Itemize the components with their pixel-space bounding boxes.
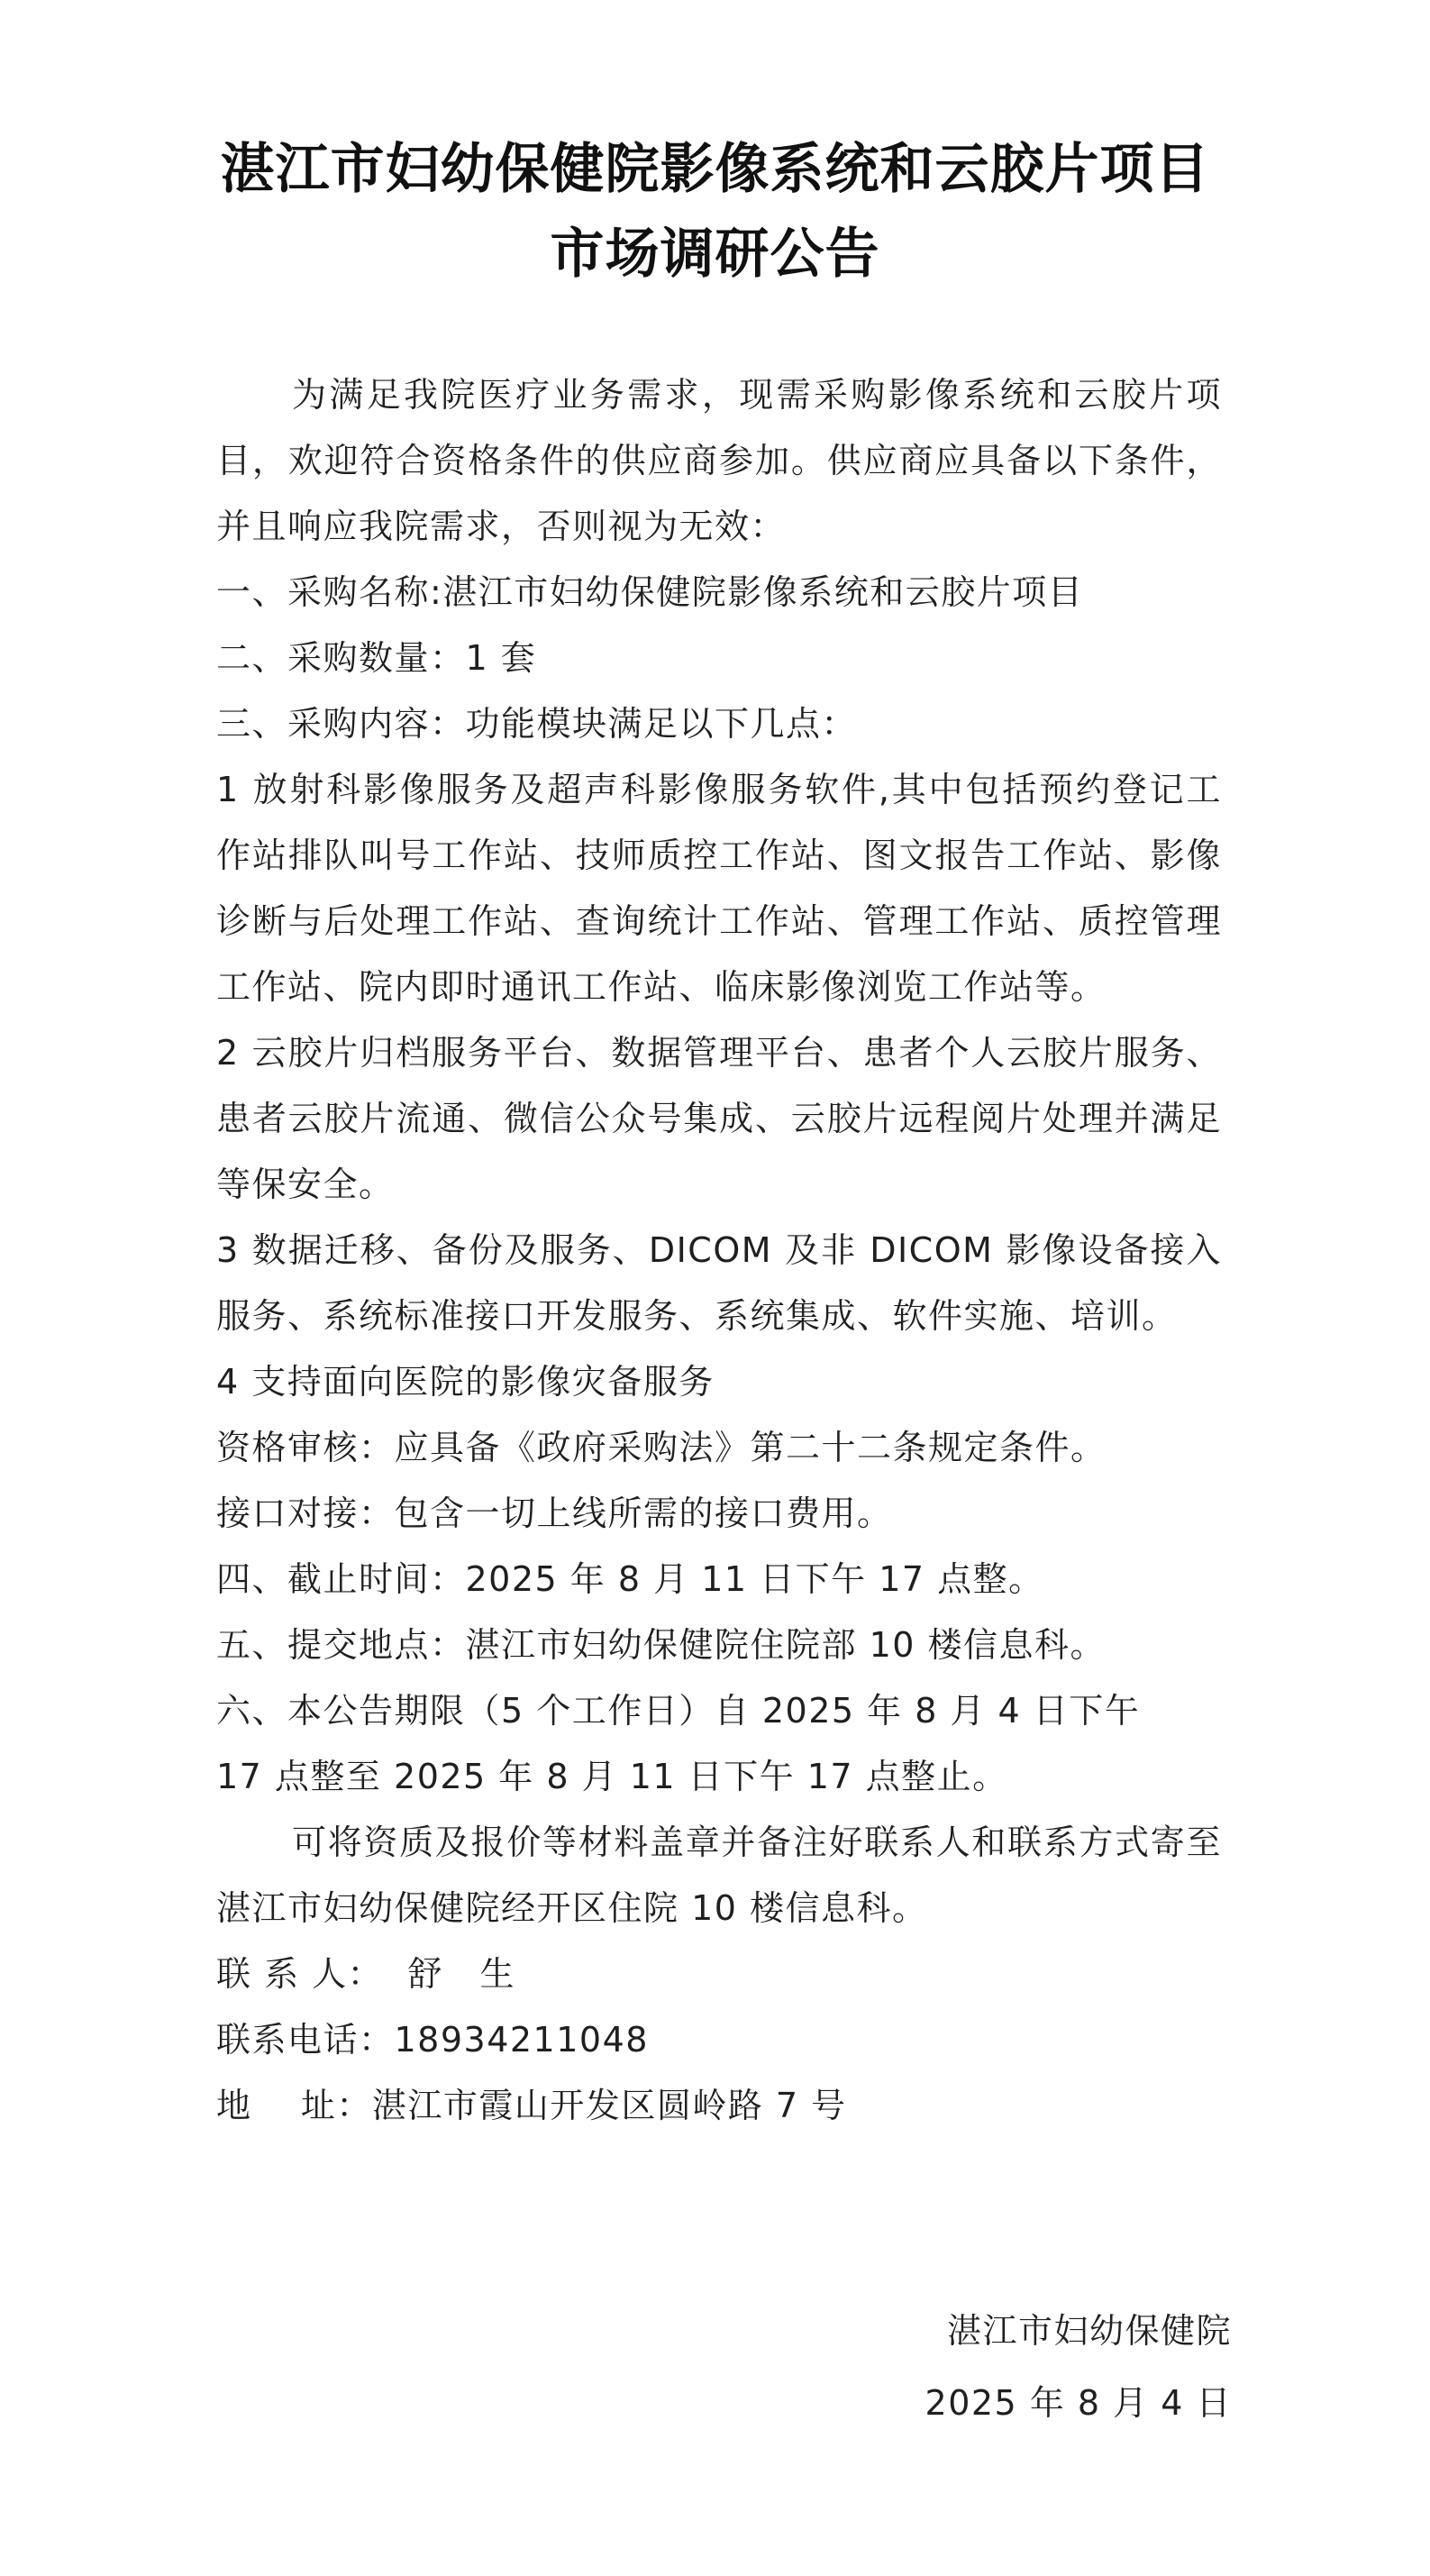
submission-note: 可将资质及报价等材料盖章并备注好联系人和联系方式寄至湛江市妇幼保健院经开区住院 10 楼信息科。 bbox=[216, 1822, 1222, 1928]
document-title-line2: 市场调研公告 bbox=[550, 223, 880, 286]
content-point-1: 1 放射科影像服务及超声科影像服务软件,其中包括预约登记工作站排队叫号工作站、技师质控工作站、图文报告工作站、影像诊断与后处理工作站、查询统计工作站、管理工作站、质控管理工作站、院内即时通讯工作站、临床影像浏览工作站等。 bbox=[216, 770, 1222, 1007]
contact-phone: 联系电话：18934211048 bbox=[216, 2020, 649, 2060]
intro-paragraph: 为满足我院医疗业务需求，现需采购影像系统和云胶片项目，欢迎符合资格条件的供应商参加。供应商应具备以下条件，并且响应我院需求，否则视为无效： bbox=[216, 375, 1222, 546]
notice-period-line2: 17 点整至 2025 年 8 月 11 日下午 17 点整止。 bbox=[216, 1757, 1008, 1796]
contact-person: 联 系 人： 舒 生 bbox=[216, 1954, 516, 1994]
content-point-4: 4 支持面向医院的影像灾备服务 bbox=[216, 1362, 715, 1402]
notice-period-line1: 六、本公告期限（5 个工作日）自 2025 年 8 月 4 日下午 bbox=[216, 1691, 1141, 1731]
procurement-content: 三、采购内容：功能模块满足以下几点： bbox=[216, 704, 858, 744]
qualification-review: 资格审核：应具备《政府采购法》第二十二条规定条件。 bbox=[216, 1428, 1107, 1467]
deadline: 四、截止时间：2025 年 8 月 11 日下午 17 点整。 bbox=[216, 1559, 1044, 1599]
content-point-3: 3 数据迁移、备份及服务、DICOM 及非 DICOM 影像设备接入服务、系统标准接口开发服务、系统集成、软件实施、培训。 bbox=[216, 1230, 1222, 1336]
procurement-name: 一、采购名称:湛江市妇幼保健院影像系统和云胶片项目 bbox=[216, 572, 1084, 612]
contact-address: 地 址：湛江市霞山开发区圆岭路 7 号 bbox=[216, 2086, 847, 2125]
signature-organization: 湛江市妇幼保健院 bbox=[946, 2311, 1232, 2351]
document-title-line1: 湛江市妇幼保健院影像系统和云胶片项目 bbox=[220, 138, 1210, 201]
procurement-quantity: 二、采购数量：1 套 bbox=[216, 638, 537, 678]
interface-docking: 接口对接：包含一切上线所需的接口费用。 bbox=[216, 1494, 893, 1533]
content-point-2: 2 云胶片归档服务平台、数据管理平台、患者个人云胶片服务、患者云胶片流通、微信公众号集成、云胶片远程阅片处理并满足等保安全。 bbox=[216, 1033, 1222, 1204]
signature-date: 2025 年 8 月 4 日 bbox=[924, 2383, 1232, 2423]
submission-location: 五、提交地点：湛江市妇幼保健院住院部 10 楼信息科。 bbox=[216, 1625, 1107, 1665]
document-body bbox=[216, 362, 1222, 2139]
